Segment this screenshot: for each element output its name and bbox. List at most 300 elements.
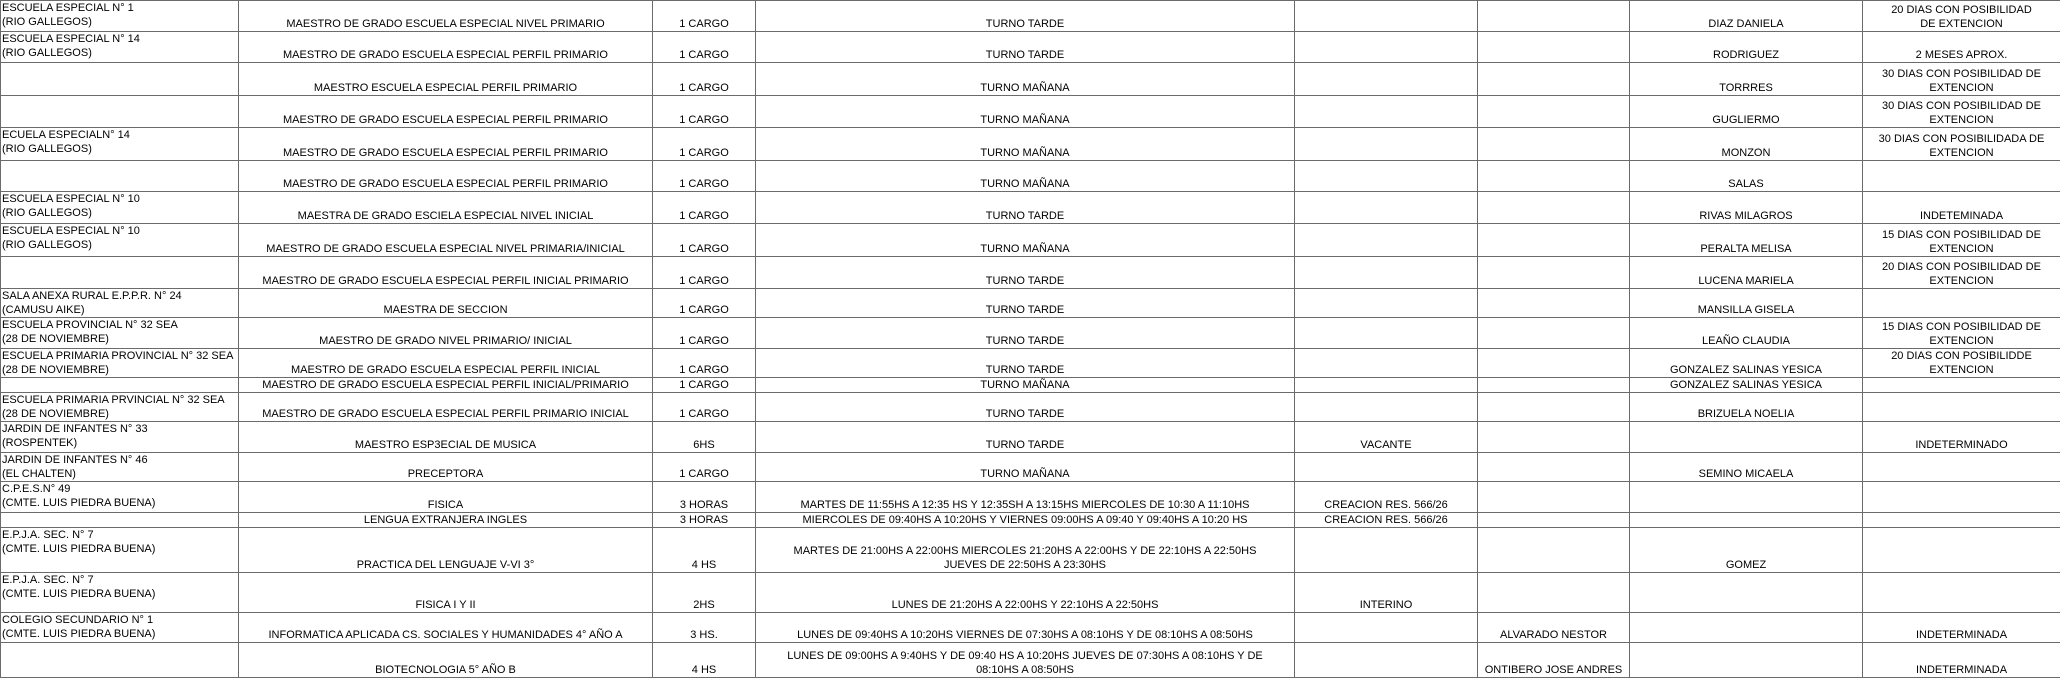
duration-cell-line: 15 DIAS CON POSIBILIDAD DE <box>1882 229 2041 242</box>
duration-cell-line: EXTENCION <box>1929 334 1994 347</box>
school-cell <box>1 573 239 613</box>
position-cell <box>239 288 653 317</box>
position-cell-text: MAESTRO DE GRADO ESCUELA ESPECIAL PERFIL PRIMARIO <box>283 178 608 191</box>
school-cell <box>1 642 239 677</box>
table-row <box>1 573 2060 613</box>
school-cell-line: (CMTE. LUIS PIEDRA BUENA) <box>2 588 156 601</box>
duration-cell <box>1863 573 2060 613</box>
teacher-cell <box>1630 224 1863 257</box>
hours-cell <box>653 422 756 452</box>
position-cell-text: MAESTRO DE GRADO ESCUELA ESPECIAL PERFIL PRIMARIO <box>283 113 608 126</box>
school-cell-line: (CMTE. LUIS PIEDRA BUENA) <box>2 628 156 641</box>
teacher-cell <box>1630 422 1863 452</box>
hours-cell <box>653 613 756 642</box>
assignee-cell <box>1478 192 1630 224</box>
hours-cell <box>653 452 756 481</box>
table-row <box>1 481 2060 512</box>
schedule-cell-line: TURNO TARDE <box>985 364 1065 377</box>
school-cell-line: (RIO GALLEGOS) <box>2 207 92 220</box>
teacher-cell-text: GONZALEZ SALINAS YESICA <box>1669 379 1822 392</box>
school-cell <box>1 481 239 512</box>
school-cell <box>1 192 239 224</box>
school-cell <box>1 63 239 95</box>
situation-cell <box>1295 613 1478 642</box>
duration-cell <box>1863 288 2060 317</box>
schedule-cell <box>756 257 1295 288</box>
school-cell <box>1 1 239 32</box>
position-cell <box>239 160 653 191</box>
position-cell-text: MAESTRO ESP3ECIAL DE MUSICA <box>354 438 537 451</box>
teacher-cell-text: MANSILLA GISELA <box>1697 303 1795 316</box>
position-cell <box>239 348 653 377</box>
table-row <box>1 422 2060 452</box>
hours-cell-text: 1 CARGO <box>679 274 729 287</box>
schedule-cell <box>756 393 1295 422</box>
position-cell-text: FISICA I Y II <box>415 599 476 612</box>
situation-cell <box>1295 317 1478 348</box>
situation-cell <box>1295 573 1478 613</box>
school-cell-line: ESCUELA PRIMARIA PRVINCIAL N° 32 SEA <box>2 394 225 407</box>
duration-cell <box>1863 452 2060 481</box>
situation-cell <box>1295 257 1478 288</box>
situation-cell-text: CREACION RES. 566/26 <box>1324 498 1448 511</box>
school-cell <box>1 527 239 572</box>
hours-cell <box>653 224 756 257</box>
table-row <box>1 127 2060 160</box>
schedule-cell-line: TURNO MAÑANA <box>980 146 1070 159</box>
duration-cell <box>1863 317 2060 348</box>
schedule-cell-line: MARTES DE 11:55HS A 12:35 HS Y 12:35SH A 13:15HS MIERCOLES DE 10:30 A 11:10HS <box>800 498 1250 511</box>
school-cell-line: ECUELA ESPECIALN° 14 <box>2 128 130 141</box>
assignee-cell <box>1478 378 1630 393</box>
duration-cell <box>1863 1 2060 32</box>
hours-cell <box>653 1 756 32</box>
hours-cell-text: 1 CARGO <box>679 113 729 126</box>
school-cell-line: JARDIN DE INFANTES N° 33 <box>2 423 148 436</box>
duration-cell-line: INDETERMINADA <box>1915 628 2008 641</box>
table-row <box>1 642 2060 677</box>
table-row <box>1 192 2060 224</box>
situation-cell <box>1295 378 1478 393</box>
hours-cell <box>653 378 756 393</box>
schedule-cell <box>756 422 1295 452</box>
teacher-cell <box>1630 192 1863 224</box>
school-cell-line: (RIO GALLEGOS) <box>2 142 92 155</box>
position-cell-text: MAESTRO DE GRADO NIVEL PRIMARIO/ INICIAL <box>319 334 572 347</box>
table-row <box>1 32 2060 63</box>
situation-cell <box>1295 481 1478 512</box>
schedule-cell-line: LUNES DE 09:40HS A 10:20HS VIERNES DE 07:30HS A 08:10HS Y DE 08:10HS A 08:50HS <box>797 628 1253 641</box>
schedule-cell <box>756 573 1295 613</box>
duration-cell-line: 30 DIAS CON POSIBILIDAD DE <box>1882 67 2041 80</box>
duration-cell <box>1863 642 2060 677</box>
situation-cell <box>1295 192 1478 224</box>
hours-cell-text: 4 HS <box>691 664 717 676</box>
school-cell-line: ESCUELA ESPECIAL N° 10 <box>2 193 140 206</box>
school-cell <box>1 32 239 63</box>
situation-cell <box>1295 348 1478 377</box>
assignee-cell <box>1478 127 1630 160</box>
school-cell-line: ESCUELA PROVINCIAL N° 32 SEA <box>2 318 178 331</box>
duration-cell <box>1863 348 2060 377</box>
teacher-cell <box>1630 348 1863 377</box>
assignee-cell-text: ALVARADO NESTOR <box>1500 628 1607 641</box>
position-cell-text: MAESTRO DE GRADO ESCUELA ESPECIAL NIVEL PRIMARIA/INICIAL <box>266 243 625 256</box>
position-cell <box>239 613 653 642</box>
assignee-cell <box>1478 348 1630 377</box>
duration-cell <box>1863 613 2060 642</box>
schedule-cell-line: TURNO MAÑANA <box>980 243 1070 256</box>
situation-cell <box>1295 127 1478 160</box>
school-cell-line: (RIO GALLEGOS) <box>2 47 92 60</box>
assignee-cell <box>1478 613 1630 642</box>
hours-cell-text: 1 CARGO <box>679 18 729 31</box>
schedule-cell-line: TURNO MAÑANA <box>980 178 1070 191</box>
school-cell-line: (EL CHALTEN) <box>2 467 76 480</box>
hours-cell <box>653 481 756 512</box>
schedule-cell-line: TURNO TARDE <box>985 274 1065 287</box>
assignee-cell <box>1478 642 1630 677</box>
teacher-cell-text: GONZALEZ SALINAS YESICA <box>1669 364 1822 377</box>
position-cell-text: MAESTRO DE GRADO ESCUELA ESPECIAL PERFIL PRIMARIO <box>283 146 608 159</box>
schedule-cell <box>756 192 1295 224</box>
hours-cell <box>653 573 756 613</box>
school-cell <box>1 613 239 642</box>
schedule-cell-line: MIERCOLES DE 09:40HS A 10:20HS Y VIERNES 09:00HS A 09:40 Y 09:40HS A 10:20 HS <box>802 513 1248 526</box>
situation-cell <box>1295 527 1478 572</box>
teacher-cell <box>1630 32 1863 63</box>
position-cell-text: PRACTICA DEL LENGUAJE V-VI 3° <box>356 559 535 572</box>
hours-cell <box>653 527 756 572</box>
duration-cell-line: 2 MESES APROX. <box>1915 49 2008 62</box>
hours-cell <box>653 348 756 377</box>
hours-cell <box>653 63 756 95</box>
assignee-cell <box>1478 1 1630 32</box>
assignee-cell-text: ONTIBERO JOSE ANDRES <box>1484 664 1623 676</box>
school-cell-line: (CAMUSU AIKE) <box>2 303 85 316</box>
school-cell-line: COLEGIO SECUNDARIO N° 1 <box>2 614 154 627</box>
teacher-cell-text: BRIZUELA NOELIA <box>1697 408 1795 421</box>
school-cell-line: JARDIN DE INFANTES N° 46 <box>2 453 148 466</box>
duration-cell-line: EXTENCION <box>1929 274 1994 287</box>
school-cell <box>1 348 239 377</box>
duration-cell-line: EXTENCION <box>1929 146 1994 159</box>
assignee-cell <box>1478 422 1630 452</box>
assignee-cell <box>1478 393 1630 422</box>
position-cell-text: BIOTECNOLOGIA 5° AÑO B <box>375 664 516 676</box>
schedule-cell-line: TURNO MAÑANA <box>980 379 1070 392</box>
school-cell-line: (CMTE. LUIS PIEDRA BUENA) <box>2 496 156 509</box>
duration-cell <box>1863 32 2060 63</box>
schedule-cell-line: TURNO TARDE <box>985 408 1065 421</box>
teacher-cell <box>1630 512 1863 527</box>
position-cell-text: MAESTRO DE GRADO ESCUELA ESPECIAL NIVEL PRIMARIO <box>286 18 605 31</box>
hours-cell-text: 4 HS <box>691 559 717 572</box>
teacher-cell-text: SEMINO MICAELA <box>1698 467 1794 480</box>
duration-cell <box>1863 160 2060 191</box>
assignee-cell <box>1478 32 1630 63</box>
table-row <box>1 527 2060 572</box>
duration-cell <box>1863 192 2060 224</box>
duration-cell <box>1863 95 2060 127</box>
duration-cell-line: EXTENCION <box>1929 81 1994 94</box>
school-cell <box>1 378 239 393</box>
teacher-cell <box>1630 378 1863 393</box>
schedule-cell-line: TURNO TARDE <box>985 210 1065 223</box>
school-cell-line: (CMTE. LUIS PIEDRA BUENA) <box>2 542 156 555</box>
teacher-cell-text: TORRRES <box>1719 81 1773 94</box>
table-row <box>1 224 2060 257</box>
schedule-cell <box>756 378 1295 393</box>
table-row <box>1 160 2060 191</box>
hours-cell <box>653 288 756 317</box>
school-cell <box>1 317 239 348</box>
duration-cell-line: 15 DIAS CON POSIBILIDAD DE <box>1882 320 2041 333</box>
duration-cell <box>1863 63 2060 95</box>
table-row <box>1 288 2060 317</box>
teacher-cell <box>1630 317 1863 348</box>
assignee-cell <box>1478 95 1630 127</box>
schedule-cell-line: TURNO MAÑANA <box>980 113 1070 126</box>
table-row <box>1 613 2060 642</box>
school-cell <box>1 393 239 422</box>
teacher-cell <box>1630 527 1863 572</box>
position-cell <box>239 452 653 481</box>
position-cell <box>239 63 653 95</box>
school-cell <box>1 95 239 127</box>
hours-cell-text: 1 CARGO <box>679 408 729 421</box>
position-cell <box>239 224 653 257</box>
duration-cell-line: 30 DIAS CON POSIBILIDADA DE <box>1878 132 2045 145</box>
hours-cell-text: 3 HORAS <box>679 498 729 511</box>
duration-cell <box>1863 393 2060 422</box>
schedule-cell-line: TURNO TARDE <box>985 334 1065 347</box>
duration-cell <box>1863 257 2060 288</box>
school-cell-line: C.P.E.S.N° 49 <box>2 482 71 495</box>
teacher-cell <box>1630 127 1863 160</box>
duration-cell-line: 30 DIAS CON POSIBILIDAD DE <box>1882 99 2041 112</box>
hours-cell-text: 1 CARGO <box>679 81 729 94</box>
duration-cell <box>1863 378 2060 393</box>
hours-cell-text: 3 HORAS <box>679 513 729 526</box>
hours-cell-text: 6HS <box>693 438 715 451</box>
teacher-cell-text: LUCENA MARIELA <box>1698 274 1794 287</box>
school-cell <box>1 160 239 191</box>
schedule-cell <box>756 642 1295 677</box>
duration-cell-line: 20 DIAS CON POSIBILIDAD <box>1891 4 2032 17</box>
situation-cell <box>1295 63 1478 95</box>
duration-cell <box>1863 422 2060 452</box>
situation-cell <box>1295 452 1478 481</box>
situation-cell <box>1295 393 1478 422</box>
position-cell-text: MAESTRA DE SECCION <box>383 303 508 316</box>
position-cell <box>239 393 653 422</box>
teacher-cell <box>1630 613 1863 642</box>
hours-cell-text: 1 CARGO <box>679 49 729 62</box>
schedule-cell <box>756 512 1295 527</box>
position-cell <box>239 573 653 613</box>
position-cell-text: PRECEPTORA <box>407 467 484 480</box>
school-cell <box>1 127 239 160</box>
school-cell-line: E.P.J.A. SEC. N° 7 <box>2 528 94 541</box>
position-cell-text: MAESTRO DE GRADO ESCUELA ESPECIAL PERFIL INICIAL <box>290 364 601 377</box>
school-cell-line: (28 DE NOVIEMBRE) <box>2 363 109 376</box>
schedule-cell <box>756 481 1295 512</box>
assignee-cell <box>1478 573 1630 613</box>
duration-cell <box>1863 224 2060 257</box>
school-cell-line: (28 DE NOVIEMBRE) <box>2 408 109 421</box>
situation-cell <box>1295 422 1478 452</box>
table-row <box>1 348 2060 377</box>
teacher-cell <box>1630 393 1863 422</box>
position-cell <box>239 127 653 160</box>
teacher-cell <box>1630 288 1863 317</box>
teacher-cell-text: GUGLIERMO <box>1712 113 1780 126</box>
teacher-cell <box>1630 452 1863 481</box>
table-row <box>1 393 2060 422</box>
hours-cell-text: 1 CARGO <box>679 146 729 159</box>
hours-cell <box>653 512 756 527</box>
school-cell-line: SALA ANEXA RURAL E.P.P.R. N° 24 <box>2 289 182 302</box>
hours-cell <box>653 95 756 127</box>
duration-cell-line: 20 DIAS CON POSIBILIDDE <box>1891 350 2032 363</box>
school-cell <box>1 288 239 317</box>
duration-cell <box>1863 127 2060 160</box>
schedule-cell-line: TURNO TARDE <box>985 18 1065 31</box>
table-row <box>1 452 2060 481</box>
hours-cell <box>653 642 756 677</box>
position-cell-text: LENGUA EXTRANJERA INGLES <box>363 513 528 526</box>
position-cell-text: FISICA <box>427 498 464 511</box>
duration-cell <box>1863 481 2060 512</box>
assignee-cell <box>1478 160 1630 191</box>
schedule-cell-line: TURNO MAÑANA <box>980 467 1070 480</box>
teacher-cell-text: RODRIGUEZ <box>1713 49 1779 62</box>
school-cell-line: E.P.J.A. SEC. N° 7 <box>2 574 94 587</box>
school-cell-line: ESCUELA ESPECIAL N° 1 <box>2 2 134 14</box>
position-cell <box>239 32 653 63</box>
assignee-cell <box>1478 257 1630 288</box>
table-row <box>1 63 2060 95</box>
position-cell <box>239 422 653 452</box>
position-cell-text: MAESTRO DE GRADO ESCUELA ESPECIAL PERFIL INICIAL PRIMARIO <box>262 274 629 287</box>
teacher-cell <box>1630 1 1863 32</box>
schedule-cell <box>756 224 1295 257</box>
hours-cell <box>653 127 756 160</box>
schedule-cell <box>756 348 1295 377</box>
hours-cell-text: 1 CARGO <box>679 379 729 392</box>
situation-cell <box>1295 642 1478 677</box>
teacher-cell-text: SALAS <box>1728 178 1764 191</box>
schedule-cell <box>756 160 1295 191</box>
school-cell-line: (RIO GALLEGOS) <box>2 16 92 28</box>
position-cell <box>239 512 653 527</box>
duration-cell-line: EXTENCION <box>1929 113 1994 126</box>
teacher-cell-text: MONZON <box>1721 146 1771 159</box>
school-cell-line: (RIO GALLEGOS) <box>2 239 92 252</box>
assignee-cell <box>1478 481 1630 512</box>
assignee-cell <box>1478 452 1630 481</box>
hours-cell-text: 2HS <box>693 599 715 612</box>
schedule-cell <box>756 32 1295 63</box>
schedule-cell <box>756 288 1295 317</box>
school-cell-line: ESCUELA PRIMARIA PROVINCIAL N° 32 SEA <box>2 349 234 362</box>
schedule-cell-line: TURNO MAÑANA <box>980 81 1070 94</box>
assignee-cell <box>1478 224 1630 257</box>
school-cell <box>1 257 239 288</box>
schedule-cell-line: TURNO TARDE <box>985 438 1065 451</box>
duration-cell-line: DE EXTENCION <box>1920 18 2003 31</box>
teacher-cell-text: DIAZ DANIELA <box>1708 18 1784 31</box>
position-cell <box>239 642 653 677</box>
position-cell <box>239 527 653 572</box>
situation-cell-text: INTERINO <box>1359 599 1413 612</box>
assignee-cell <box>1478 288 1630 317</box>
position-cell <box>239 1 653 32</box>
situation-cell <box>1295 288 1478 317</box>
hours-cell-text: 1 CARGO <box>679 334 729 347</box>
situation-cell-text: CREACION RES. 566/26 <box>1324 513 1448 526</box>
duration-cell-line: INDETEMINADA <box>1919 210 2004 223</box>
teacher-cell <box>1630 63 1863 95</box>
hours-cell <box>653 160 756 191</box>
hours-cell-text: 1 CARGO <box>679 303 729 316</box>
schedule-cell <box>756 317 1295 348</box>
position-cell <box>239 481 653 512</box>
position-cell <box>239 378 653 393</box>
teacher-cell <box>1630 642 1863 677</box>
schedule-cell <box>756 527 1295 572</box>
position-cell <box>239 95 653 127</box>
schedule-cell-line: LUNES DE 21:20HS A 22:00HS Y 22:10HS A 22:50HS <box>891 599 1159 612</box>
teacher-cell-text: PERALTA MELISA <box>1700 243 1792 256</box>
school-cell <box>1 224 239 257</box>
schedule-cell <box>756 1 1295 32</box>
situation-cell <box>1295 512 1478 527</box>
situation-cell-text: VACANTE <box>1360 438 1412 451</box>
duration-cell-line: EXTENCION <box>1929 364 1994 377</box>
position-cell-text: MAESTRO DE GRADO ESCUELA ESPECIAL PERFIL INICIAL/PRIMARIO <box>262 379 629 392</box>
situation-cell <box>1295 160 1478 191</box>
position-cell <box>239 192 653 224</box>
teacher-cell-text: RIVAS MILAGROS <box>1699 210 1793 223</box>
schedule-cell <box>756 452 1295 481</box>
teacher-cell <box>1630 95 1863 127</box>
hours-cell <box>653 192 756 224</box>
teacher-cell <box>1630 573 1863 613</box>
schedule-cell-line: MARTES DE 21:00HS A 22:00HS MIERCOLES 21:20HS A 22:00HS Y DE 22:10HS A 22:50HS <box>793 545 1257 558</box>
hours-cell-text: 1 CARGO <box>679 467 729 480</box>
schedule-cell-line: JUEVES DE 22:50HS A 23:30HS <box>943 559 1107 572</box>
duration-cell-line: INDETERMINADA <box>1915 664 2008 676</box>
position-cell-text: MAESTRO DE GRADO ESCUELA ESPECIAL PERFIL PRIMARIO <box>283 49 608 62</box>
schedule-cell <box>756 95 1295 127</box>
assignee-cell <box>1478 527 1630 572</box>
duration-cell-line: INDETERMINADO <box>1915 438 2008 451</box>
assignee-cell <box>1478 317 1630 348</box>
school-cell-line: (28 DE NOVIEMBRE) <box>2 332 109 345</box>
hours-cell <box>653 317 756 348</box>
schedule-cell <box>756 127 1295 160</box>
teacher-cell <box>1630 257 1863 288</box>
duration-cell-line: EXTENCION <box>1929 243 1994 256</box>
schedule-cell-line: TURNO TARDE <box>985 49 1065 62</box>
hours-cell <box>653 393 756 422</box>
table-row <box>1 378 2060 393</box>
schedule-cell <box>756 63 1295 95</box>
school-cell-line: ESCUELA ESPECIAL N° 14 <box>2 33 140 46</box>
table-row <box>1 1 2060 32</box>
